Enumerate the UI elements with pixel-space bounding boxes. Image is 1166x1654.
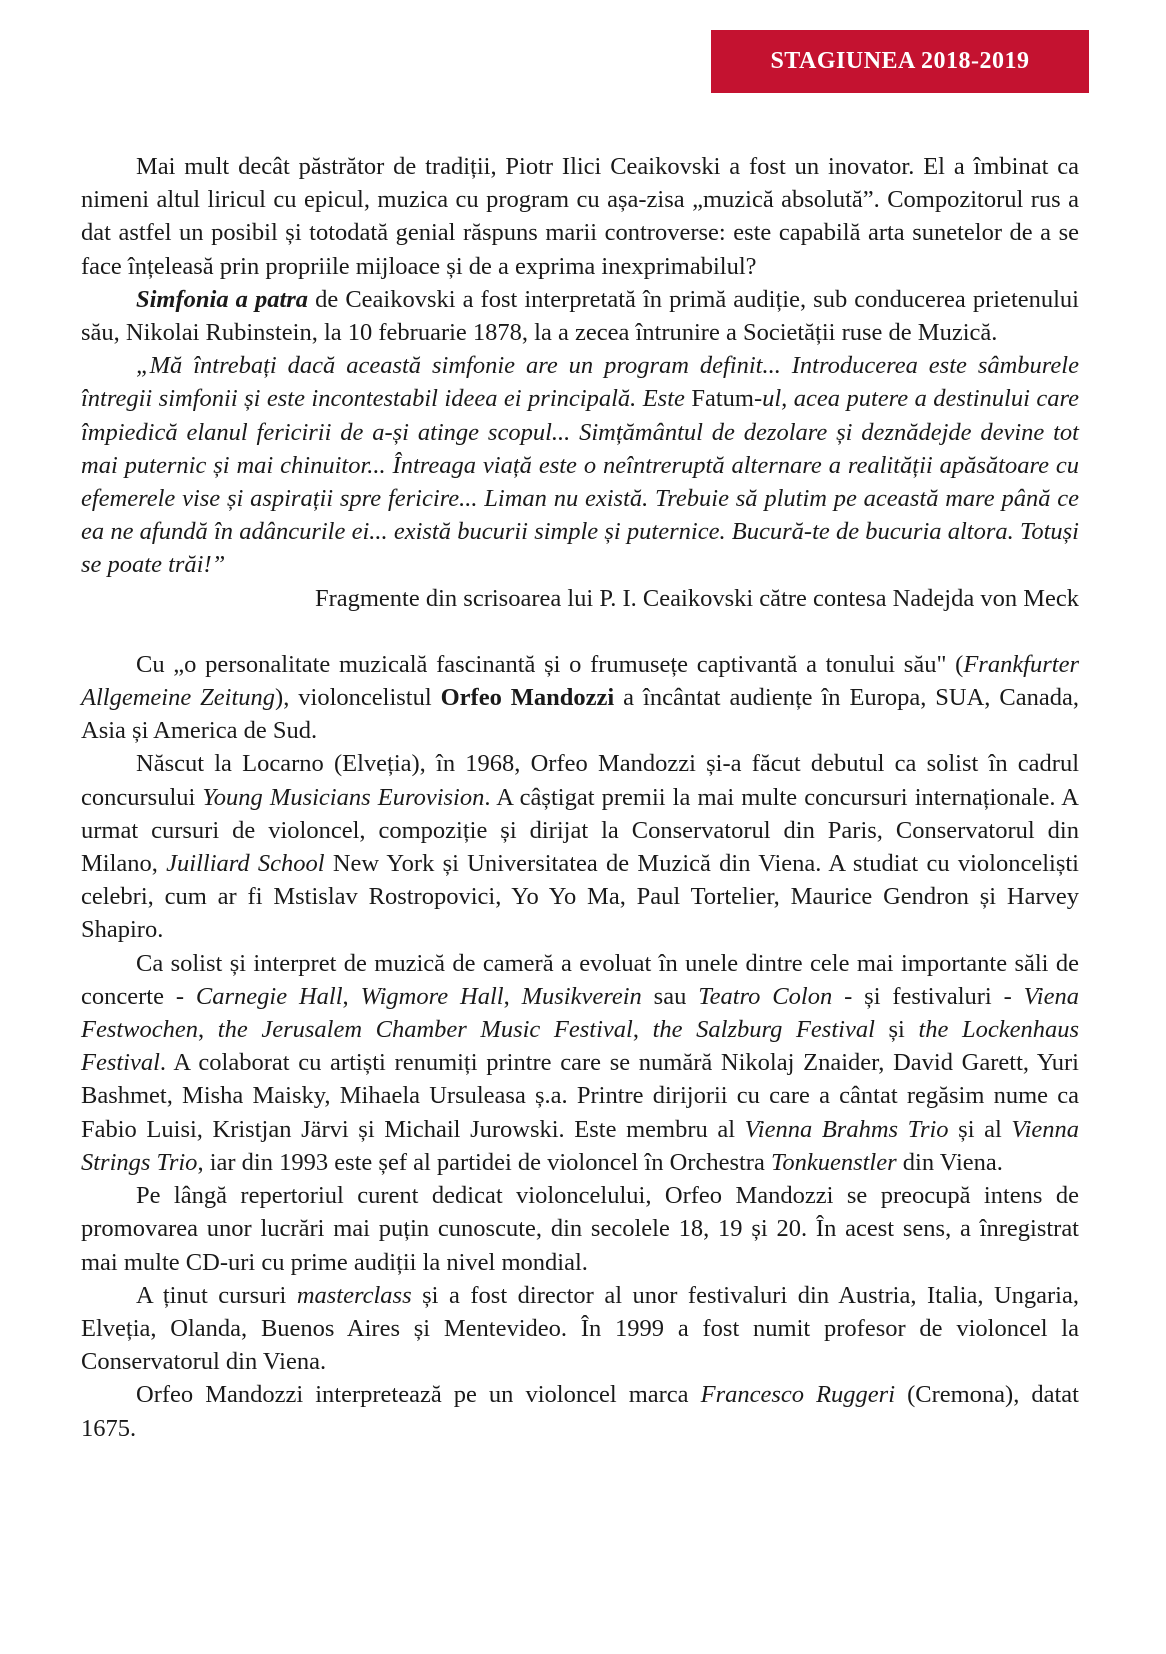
- career-paragraph: Ca solist și interpret de muzică de cameră a evoluat în unele dintre cele mai importante săli de concerte - Carnegie Hall, Wigmore Hall, Musikverein sau Teatro Colon - și festivaluri - Viena Festwochen, the Jerusalem Chamber Music Festival, the Salzburg Festival și the Lockenhaus Festival. A colaborat cu artiști renumiți printre care se numără Nikolaj Znaider, David Garett, Yuri Bashmet, Misha Maisky, Mihaela Ursuleasa ș.a. Printre dirijorii cu care a cântat regăsim nume ca Fabio Luisi, Kristjan Järvi și Michail Jurowski. Este membru al Vienna Brahms Trio și al Vienna Strings Trio, iar din 1993 este șef al partidei de violoncel în Orchestra Tonkuenstler din Viena.: [81, 949, 1080, 1176]
- quote-attribution: Fragmente din scrisoarea lui P. I. Ceaikovski către contesa Nadejda von Meck: [314, 584, 1079, 612]
- intro-paragraph: Mai mult decât păstrător de tradiții, Piotr Ilici Ceaikovski a fost un inovator. El a îmbinat ca nimeni altul liricul cu epicul, muzica cu program cu așa-zisa „muzică absolută”. Compozitorul rus a dat astfel un posibil și totodată genial răspuns marii controverse: este capabilă arta sunetelor de a se face înțeleasă prin propriile mijloace și de a exprima inexprimabilul?: [81, 153, 1079, 280]
- teaching-paragraph: A ținut cursuri masterclass și a fost director al unor festivaluri din Austria, Italia, Ungaria, Elveția, Olanda, Buenos Aires și Mentevideo. În 1999 a fost numit profesor de violoncel la Conservatorul din Viena.: [81, 1281, 1079, 1376]
- symphony-paragraph: Simfonia a patra de Ceaikovski a fost interpretată în primă audiție, sub conducerea prietenului său, Nikolai Rubinstein, la 10 februarie 1878, la a zecea întrunire a Societății ruse de Muzică.: [81, 285, 1079, 347]
- soloist-name: Orfeo Mandozzi: [440, 684, 615, 712]
- document-body: [81, 150, 1079, 1445]
- repertoire-paragraph: Pe lângă repertoriul curent dedicat violoncelului, Orfeo Mandozzi se preocupă intens de promovarea unor lucrări mai puțin cunoscute, din secolele 18, 19 și 20. În acest sens, a înregistrat mai multe CD-uri cu prime audiții la nivel mondial.: [81, 1182, 1079, 1276]
- instrument-paragraph: Orfeo Mandozzi interpretează pe un violoncel marca Francesco Ruggeri (Cremona), datat 1675.: [81, 1381, 1079, 1442]
- soloist-intro-paragraph: Cu „o personalitate muzicală fascinantă și o frumusețe captivantă a tonului său" (Frankfurter Allgemeine Zeitung), violoncelistul Orfeo Mandozzi a încântat audiențe în Europa, SUA, Canada, Asia și America de Sud.: [81, 650, 1079, 745]
- season-badge: [711, 30, 1089, 93]
- season-badge-label: STAGIUNEA 2018-2019: [770, 48, 1030, 74]
- tchaikovsky-quote: „Mă întrebați dacă această simfonie are un program definit... Introducerea este sâmburele întregii simfonii și este incontestabil ideea ei principală. Este Fatum-ul, acea putere a destinului care împiedică elanul fericirii de a-și atinge scopul... Simțământul de dezolare și deznădejde devine tot mai puternic și mai chinuitor... Întreaga viață este o neîntreruptă alternare a realității apăsătoare cu efemerele vise și aspirații spre fericire... Liman nu există. Trebuie să plutim pe această mare până ce ea ne afundă în adâncurile ei... există bucurii simple și puternice. Bucură-te de bucuria altora. Totuși se poate trăi!”: [81, 352, 1079, 579]
- section-divider: [81, 615, 1079, 648]
- biography-paragraph: Născut la Locarno (Elveția), în 1968, Orfeo Mandozzi și-a făcut debutul ca solist în cadrul concursului Young Musicians Eurovision. A câștigat premii la mai multe concursuri internaționale. A urmat cursuri de violoncel, compoziție și dirijat la Conservatorul din Paris, Conservatorul din Milano, Juilliard School New York și Universitatea de Muzică din Viena. A studiat cu violonceliști celebri, cum ar fi Mstislav Rostropovici, Yo Yo Ma, Paul Tortelier, Maurice Gendron și Harvey Shapiro.: [81, 750, 1079, 944]
- symphony-title: Simfonia a patra: [136, 285, 309, 313]
